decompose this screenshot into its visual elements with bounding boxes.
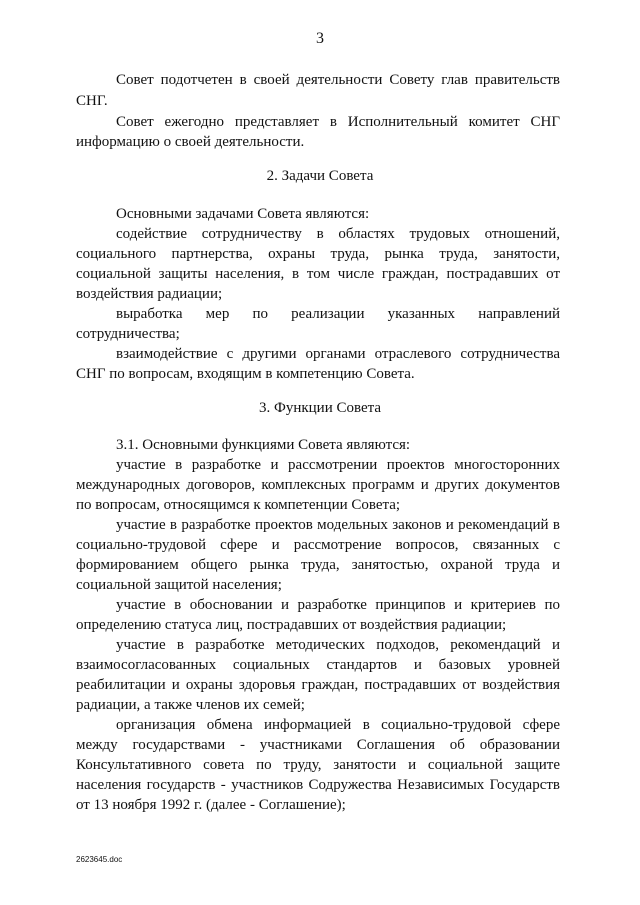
text-line: взаимосогласованных социальных стандартов и базовых уровней [76, 657, 560, 673]
text-line: воздействия радиации; [76, 286, 223, 302]
text-line: участие в обосновании и разработке принципов и критериев по [116, 597, 560, 613]
text-line: Совет подотчетен в своей деятельности Совету глав правительств [116, 72, 560, 88]
text-line: СНГ. [76, 93, 108, 109]
text-line: Консультативного совета по труду, занятости и социальной защите [76, 757, 560, 773]
section-heading: 3. Функции Совета [258, 400, 382, 416]
text-line: социальной защитой населения; [76, 577, 282, 593]
text-line: информацию о своей деятельности. [76, 134, 305, 150]
text-line: международных договоров, комплексных программ и других документов [76, 477, 560, 493]
text-line: социально-трудовой сфере и рассмотрение вопросов, связанных с [76, 537, 560, 553]
text-line: радиации, а также членов их семей; [76, 697, 305, 713]
text-line: участие в разработке методических подходов, рекомендаций и [116, 637, 560, 653]
text-line: участие в разработке и рассмотрении проектов многосторонних [116, 457, 560, 473]
text-line: между государствами - участниками Соглашения об образовании [76, 737, 560, 753]
text-line: населения государств - участников Содружества Независимых Государств [76, 777, 560, 793]
section-heading: 2. Задачи Совета [266, 168, 374, 184]
text-line: от 13 ноября 1992 г. (далее - Соглашение); [76, 797, 346, 813]
text-line: участие в разработке проектов модельных законов и рекомендаций в [116, 517, 560, 533]
text-line: Основными задачами Совета являются: [116, 206, 370, 222]
text-line: реабилитации и охраны здоровья граждан, пострадавших от воздействия [76, 677, 560, 693]
file-name-footer: 2623645.doc [76, 855, 123, 864]
text-line: организация обмена информацией в социально-трудовой сфере [116, 717, 560, 733]
text-line: формированием общего рынка труда, занятостью, охраной труда и [76, 557, 560, 573]
text-line: взаимодействие с другими органами отраслевого сотрудничества [116, 346, 560, 362]
text-line: выработка мер по реализации указанных направлений [116, 306, 560, 322]
text-line: Совет ежегодно представляет в Исполнительный комитет СНГ [116, 114, 560, 130]
text-line: СНГ по вопросам, входящим в компетенцию Совета. [76, 366, 415, 382]
text-line: социального партнерства, охраны труда, рынка труда, занятости, [76, 246, 560, 262]
text-line: сотрудничества; [76, 326, 180, 342]
text-line: по вопросам, относящимся к компетенции Совета; [76, 497, 401, 513]
page-number: 3 [316, 30, 324, 47]
text-line: определению статуса лиц, пострадавших от воздействия радиации; [76, 617, 507, 633]
text-line: социальной защиты населения, в том числе граждан, пострадавших от [76, 266, 560, 282]
text-line: 3.1. Основными функциями Совета являются: [116, 437, 411, 453]
text-line: содействие сотрудничеству в областях трудовых отношений, [116, 226, 560, 242]
